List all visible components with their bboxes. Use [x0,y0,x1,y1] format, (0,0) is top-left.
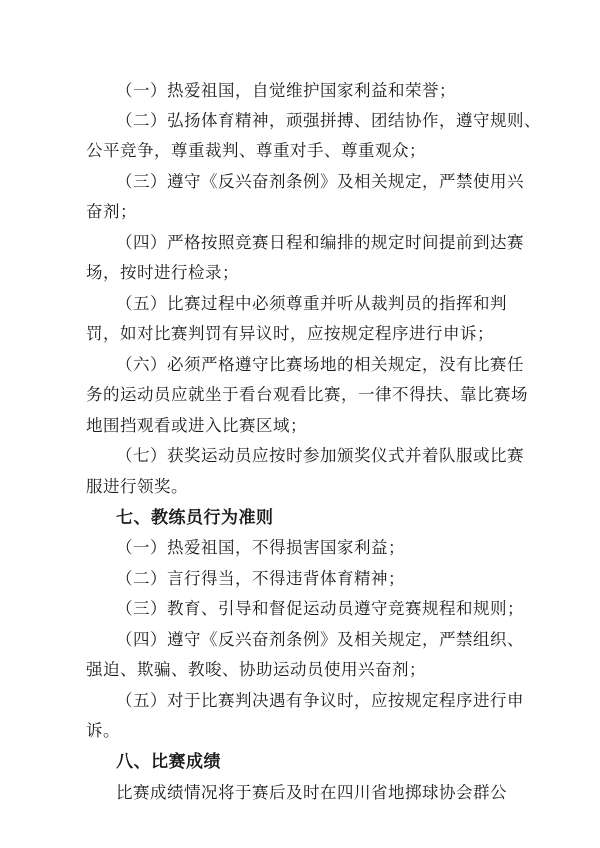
athlete-rule-5-cont: 罚，如对比赛判罚有异议时，应按规定程序进行申诉； [86,324,494,343]
coach-rule-4: （四）遵守《反兴奋剂条例》及相关规定，严禁组织、 [116,630,524,649]
athlete-rule-3-cont: 奋剂； [86,202,137,221]
athlete-rule-6: （六）必须严格遵守比赛场地的相关规定，没有比赛任 [116,355,524,374]
athlete-rule-5: （五）比赛过程中必须尊重并听从裁判员的指挥和判 [116,294,507,313]
coach-rule-1: （一）热爱祖国，不得损害国家利益； [116,538,405,557]
coach-rule-4-cont: 强迫、欺骗、教唆、协助运动员使用兴奋剂； [86,660,426,679]
coach-rule-2: （二）言行得当，不得违背体育精神； [116,569,405,588]
coach-rules-heading: 七、教练员行为准则 [116,508,274,528]
athlete-rule-6-cont-1: 务的运动员应就坐于看台观看比赛，一律不得扶、靠比赛场 [86,385,528,404]
athlete-rule-7: （七）获奖运动员应按时参加颁奖仪式并着队服或比赛 [116,446,524,465]
athlete-rule-6-cont-2: 地围挡观看或进入比赛区域； [86,416,307,435]
athlete-rule-4-cont: 场，按时进行检录； [86,263,239,282]
athlete-rule-2: （二）弘扬体育精神，顽强拼搏、团结协作，遵守规则、 [116,111,541,130]
coach-rule-3: （三）教育、引导和督促运动员遵守竞赛规程和规则； [116,599,524,618]
coach-rule-5-cont: 诉。 [86,721,120,740]
athlete-rule-3: （三）遵守《反兴奋剂条例》及相关规定，严禁使用兴 [116,172,524,191]
results-heading: 八、比赛成绩 [116,752,221,772]
coach-rule-5: （五）对于比赛判决遇有争议时，应按规定程序进行申 [116,691,524,710]
athlete-rule-1: （一）热爱祖国，自觉维护国家利益和荣誉； [116,81,456,100]
results-paragraph: 比赛成绩情况将于赛后及时在四川省地掷球协会群公 [116,783,507,802]
athlete-rule-7-cont: 服进行领奖。 [86,477,188,496]
athlete-rule-2-cont: 公平竞争，尊重裁判、尊重对手、尊重观众； [86,141,426,160]
athlete-rule-4: （四）严格按照竞赛日程和编排的规定时间提前到达赛 [116,233,524,252]
